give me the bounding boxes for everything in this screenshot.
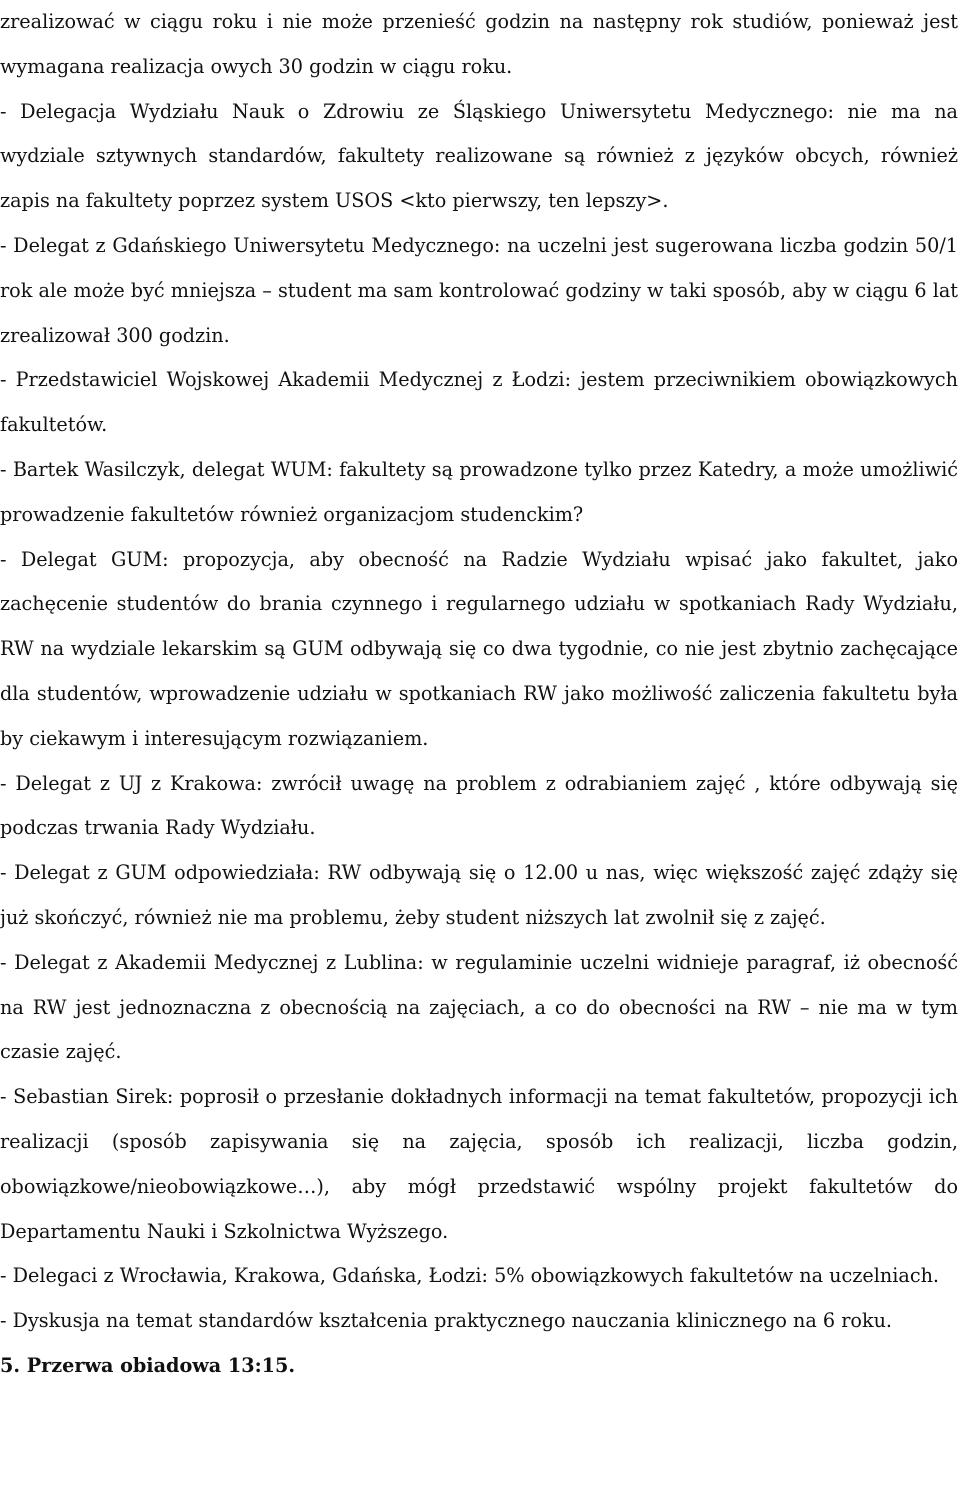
paragraph-wum-delegate: - Bartek Wasilczyk, delegat WUM: fakultety są prowadzone tylko przez Katedry, a może umożliwić prowadzenie fakultetów również organizacjom studenckim? (0, 457, 958, 526)
paragraph-sebastian-sirek: - Sebastian Sirek: poprosił o przesłanie dokładnych informacji na temat fakultetów, propozycji ich realizacji (sposób zapisywania się na zajęcia, sposób ich realizacji, liczba godzin, obowiązkowe/nieobowiązkowe…), aby mógł przedstawić wspólny projekt fakultetów do Departamentu Nauki i Szkolnictwa Wyższego. (0, 1085, 958, 1243)
paragraph-gum-reply: - Delegat z GUM odpowiedziała: RW odbywają się o 12.00 u nas, więc większość zajęć zdąży się już skończyć, również nie ma problemu, żeby student niższych lat zwolnił się z zajęć. (0, 861, 958, 929)
paragraph-gum-proposal: - Delegat GUM: propozycja, aby obecność na Radzie Wydziału wpisać jako fakultet, jako zachęcenie studentów do brania czynnego i regularnego udziału w spotkaniach Rady Wydziału, RW na wydziale lekarskim są GUM odbywają się co dwa tygodnie, co nie jest zbytnio zachęcające dla studentów, wprowadzenie udziału w spotkaniach RW jako możliwość zaliczenia fakultetu była by ciekawym i interesującym rozwiązaniem. (0, 547, 958, 750)
paragraph-wam-lodz: - Przedstawiciel Wojskowej Akademii Medycznej z Łodzi: jestem przeciwnikiem obowiązkowych fakultetów. (0, 368, 958, 437)
paragraph-sum-delegation: - Delegacja Wydziału Nauk o Zdrowiu ze Śląskiego Uniwersytetu Medycznego: nie ma na wydziale sztywnych standardów, fakultety realizowane są również z języków obcych, również zapis na fakultety poprzez system USOS <kto pierwszy, ten lepszy>. (0, 99, 958, 213)
paragraph-discussion: - Dyskusja na temat standardów kształcenia praktycznego nauczania klinicznego na 6 roku. (0, 1309, 893, 1333)
paragraph-gumed-delegate: - Delegat z Gdańskiego Uniwersytetu Medycznego: na uczelni jest sugerowana liczba godzin 50/1 rok ale może być mniejsza – student ma sam kontrolować godziny w taki sposób, aby w ciągu 6 lat zrealizował 300 godzin. (0, 233, 958, 347)
paragraph-delegates-five-percent: - Delegaci z Wrocławia, Krakowa, Gdańska, Łodzi: 5% obowiązkowych fakultetów na uczelniach. (0, 1264, 940, 1288)
paragraph-uj-delegate: - Delegat z UJ z Krakowa: zwrócił uwagę na problem z odrabianiem zajęć , które odbywają się podczas trwania Rady Wydziału. (0, 771, 958, 840)
paragraph-lublin-delegate: - Delegat z Akademii Medycznej z Lublina: w regulaminie uczelni widnieje paragraf, iż obecność na RW jest jednoznaczna z obecnością na zajęciach, a co do obecności na RW – nie ma w tym czasie zajęć. (0, 950, 958, 1064)
paragraph-continuation: zrealizować w ciągu roku i nie może przenieść godzin na następny rok studiów, ponieważ jest wymagana realizacja owych 30 godzin w ciągu roku. (0, 10, 958, 78)
section-heading-lunch-break: 5. Przerwa obiadowa 13:15. (0, 1353, 296, 1377)
